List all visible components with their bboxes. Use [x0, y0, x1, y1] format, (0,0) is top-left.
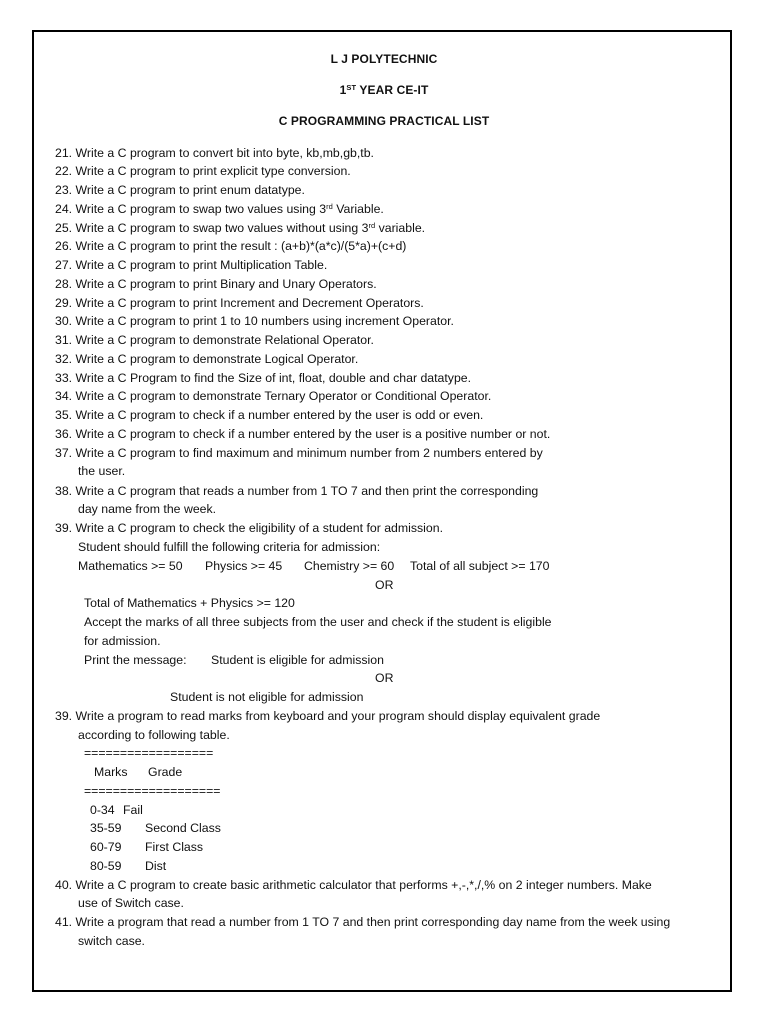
grade-label: Dist [145, 859, 167, 873]
criteria-alt: Total of Mathematics + Physics >= 120 [84, 596, 295, 610]
list-item: 39. Write a C program to check the eligibility of a student for admission. [55, 521, 443, 535]
list-title: C PROGRAMMING PRACTICAL LIST [278, 114, 490, 128]
message-not-eligible: Student is not eligible for admission [170, 690, 364, 704]
list-item: 29. Write a C program to print Increment and Decrement Operators. [55, 296, 424, 310]
list-item: 21. Write a C program to convert bit into byte, kb,mb,gb,tb. [55, 146, 374, 160]
list-item: 34. Write a C program to demonstrate Ternary Operator or Conditional Operator. [55, 389, 492, 403]
instruction-text: Accept the marks of all three subjects from the user and check if the student is eligible [84, 615, 552, 629]
list-item: 23. Write a C program to print enum datatype. [55, 183, 305, 197]
instruction-text: for admission. [84, 634, 161, 648]
grade-range: 60-79 [90, 840, 122, 854]
list-item-continuation: day name from the week. [78, 502, 217, 516]
table-separator: ================== [84, 746, 214, 760]
table-separator: =================== [84, 784, 221, 798]
list-item: 30. Write a C program to print 1 to 10 numbers using increment Operator. [55, 314, 454, 328]
message-label: Print the message: [84, 653, 187, 667]
list-item: 27. Write a C program to print Multiplication Table. [55, 258, 328, 272]
grade-range: 80-59 [90, 859, 122, 873]
list-item: 41. Write a program that read a number from 1 TO 7 and then print corresponding day name from the week using [55, 915, 671, 929]
message-eligible: Student is eligible for admission [211, 653, 384, 667]
or-separator: OR [375, 578, 394, 592]
criteria-chemistry: Chemistry >= 60 [304, 559, 395, 573]
list-item-continuation: according to following table. [78, 728, 230, 742]
list-item: 32. Write a C program to demonstrate Logical Operator. [55, 352, 359, 366]
list-item-continuation: the user. [78, 464, 126, 478]
column-header-grade: Grade [148, 765, 183, 779]
list-item-continuation: use of Switch case. [78, 896, 184, 910]
list-item: 36. Write a C program to check if a number entered by the user is a positive number or not. [55, 427, 551, 441]
criteria-total: Total of all subject >= 170 [410, 559, 550, 573]
column-header-marks: Marks [94, 765, 128, 779]
criteria-math: Mathematics >= 50 [78, 559, 183, 573]
criteria-intro: Student should fulfill the following criteria for admission: [78, 540, 381, 554]
list-item: 28. Write a C program to print Binary and Unary Operators. [55, 277, 377, 291]
list-item: 38. Write a C program that reads a number from 1 TO 7 and then print the corresponding [55, 484, 539, 498]
list-item: 24. Write a C program to swap two values using 3rd Variable. [55, 202, 384, 216]
grade-range: 0-34 [90, 803, 115, 817]
list-item: 25. Write a C program to swap two values without using 3rd variable. [55, 221, 426, 235]
list-item: 26. Write a C program to print the result : (a+b)*(a*c)/(5*a)+(c+d) [55, 239, 407, 253]
list-item: 35. Write a C program to check if a number entered by the user is odd or even. [55, 408, 484, 422]
list-item: 40. Write a C program to create basic arithmetic calculator that performs +,-,*,/,% on 2 integer numbers. Make [55, 878, 652, 892]
list-item: 39. Write a program to read marks from keyboard and your program should display equivalent grade [55, 709, 601, 723]
list-item: 31. Write a C program to demonstrate Relational Operator. [55, 333, 374, 347]
list-item: 33. Write a C Program to find the Size of int, float, double and char datatype. [55, 371, 472, 385]
or-separator: OR [375, 671, 394, 685]
list-item-continuation: switch case. [78, 934, 145, 948]
criteria-physics: Physics >= 45 [205, 559, 283, 573]
list-item: 37. Write a C program to find maximum and minimum number from 2 numbers entered by [55, 446, 543, 460]
grade-label: Fail [123, 803, 143, 817]
grade-range: 35-59 [90, 821, 122, 835]
list-item: 22. Write a C program to print explicit type conversion. [55, 164, 351, 178]
year-title: 1ST YEAR CE-IT [339, 83, 429, 97]
grade-label: Second Class [145, 821, 221, 835]
institution-title: L J POLYTECHNIC [330, 52, 438, 66]
grade-label: First Class [145, 840, 204, 854]
